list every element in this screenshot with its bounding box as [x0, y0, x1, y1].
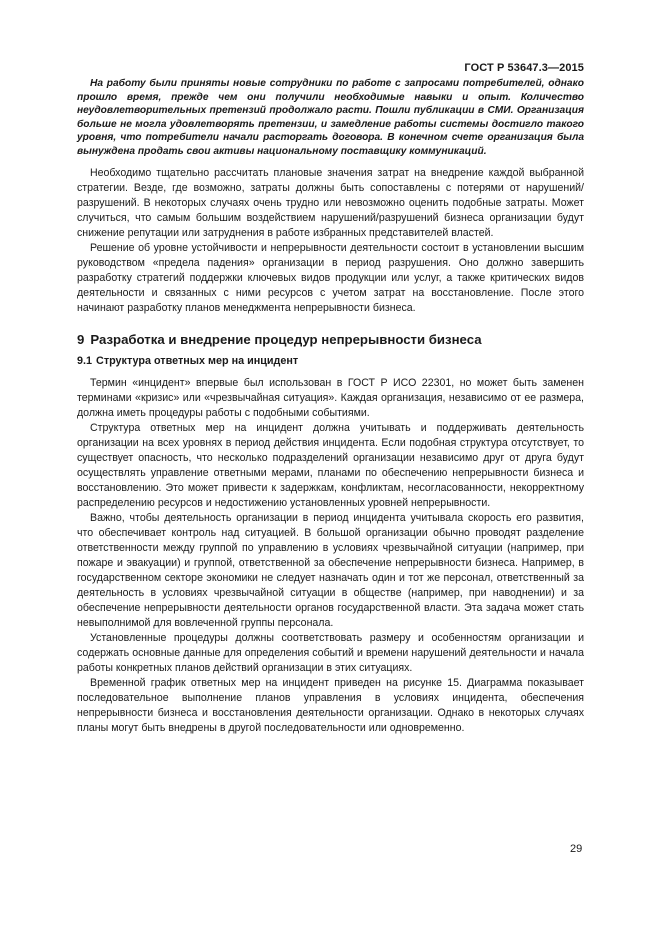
paragraph: Временной график ответных мер на инцидент приведен на рисунке 15. Диаграмма показывает последовательное выполнение планов управления в условиях инцидента, обеспечения непрерывности бизнеса и восстановления деятельности организации. Однако в некоторых случаях планы могут быть внедрены в другой последовательности или одновременно. [77, 676, 584, 734]
section-text [77, 376, 584, 736]
paragraph: Термин «инцидент» впервые был использован в ГОСТ Р ИСО 22301, но может быть заменен терминами «кризис» или «чрезвычайная ситуация». Каждая организация, независимо от ее размера, должна иметь процедуры работы с подобными событиями. [77, 376, 584, 419]
subsection-heading [77, 354, 584, 368]
subsection-title: Структура ответных мер на инцидент [96, 354, 299, 367]
section-heading [77, 331, 584, 348]
paragraph: Структура ответных мер на инцидент должна учитывать и поддерживать деятельность организации на всех уровнях в период действия инцидента. Если подобная структура отсутствует, то существует опасность, что несколько подразделений организации независимо друг от друга будут осуществлять управление ответными мерами, планами по обеспечению непрерывности бизнеса и восстановлению. Это может привести к задержкам, конфликтам, несогласованности, некорректному распределению ресурсов и недостижению установленных уровней непрерывности. [77, 421, 584, 509]
page-number: 29 [570, 843, 583, 855]
example-box [77, 77, 584, 159]
section-title: Разработка и внедрение процедур непрерывности бизнеса [90, 331, 482, 347]
subsection-number: 9.1 [77, 354, 93, 367]
page-body [77, 77, 584, 736]
intro-text [77, 166, 584, 316]
paragraph: Важно, чтобы деятельность организации в период инцидента учитывала скорость его развития, что обеспечивает контроль над ситуацией. В большой организации обычно проводят разделение ответственности между группой по управлению в условиях чрезвычайной ситуации (например, при пожаре и эвакуации) и группой, ответственной за обеспечение непрерывности бизнеса. Например, в государственном секторе экономики не следует назначать один и тот же персонал, ответственный за деятельность в условиях чрезвычайной ситуации в обществе (например, при наводнении) и за обеспечение непрерывности деятельности органов государственной власти. Эта задача может стать невыполнимой для вовлеченной группы персонала. [77, 511, 584, 629]
paragraph: Необходимо тщательно рассчитать плановые значения затрат на внедрение каждой выбранной стратегии. Везде, где возможно, затраты должны быть сопоставлены с потерями от нарушений/разрушений. В некоторых случаях очень трудно или невозможно оценить подобные затраты. Может случиться, что самым большим воздействием нарушений/разрушений бизнеса организации будут снижение репутации или затруднения в работе избранных представителей властей. [77, 166, 584, 239]
paragraph: Установленные процедуры должны соответствовать размеру и особенностям организации и содержать основные данные для определения событий и времени нарушений деятельности и начала работы конкретных планов действий организации в этих ситуациях. [77, 631, 584, 674]
paragraph: Решение об уровне устойчивости и непрерывности деятельности состоит в установлении высшим руководством «предела падения» организации в период разрушения. Оно должно завершить разработку стратегий поддержки ключевых видов продукции или услуг, а также критических видов деятельности и связанных с ними ресурсов с учетом затрат на восстановление. После этого начинают разработку планов менеджмента непрерывности бизнеса. [77, 241, 584, 314]
example-text: На работу были приняты новые сотрудники по работе с запросами потребителей, однако прошло время, прежде чем они получили необходимые навыки и опыт. Количество неудовлетворительных претензий продолжало расти. Пошли публикации в СМИ. Организация больше не могла удовлетворять претензии, и замедление работы системы достигло такого уровня, что потребители начали расторгать договора. В конечном счете организация была вынуждена продать свои активы национальному поставщику коммуникаций. [77, 78, 584, 157]
section-number: 9 [77, 331, 85, 347]
document-header-id: ГОСТ Р 53647.3—2015 [464, 62, 584, 74]
